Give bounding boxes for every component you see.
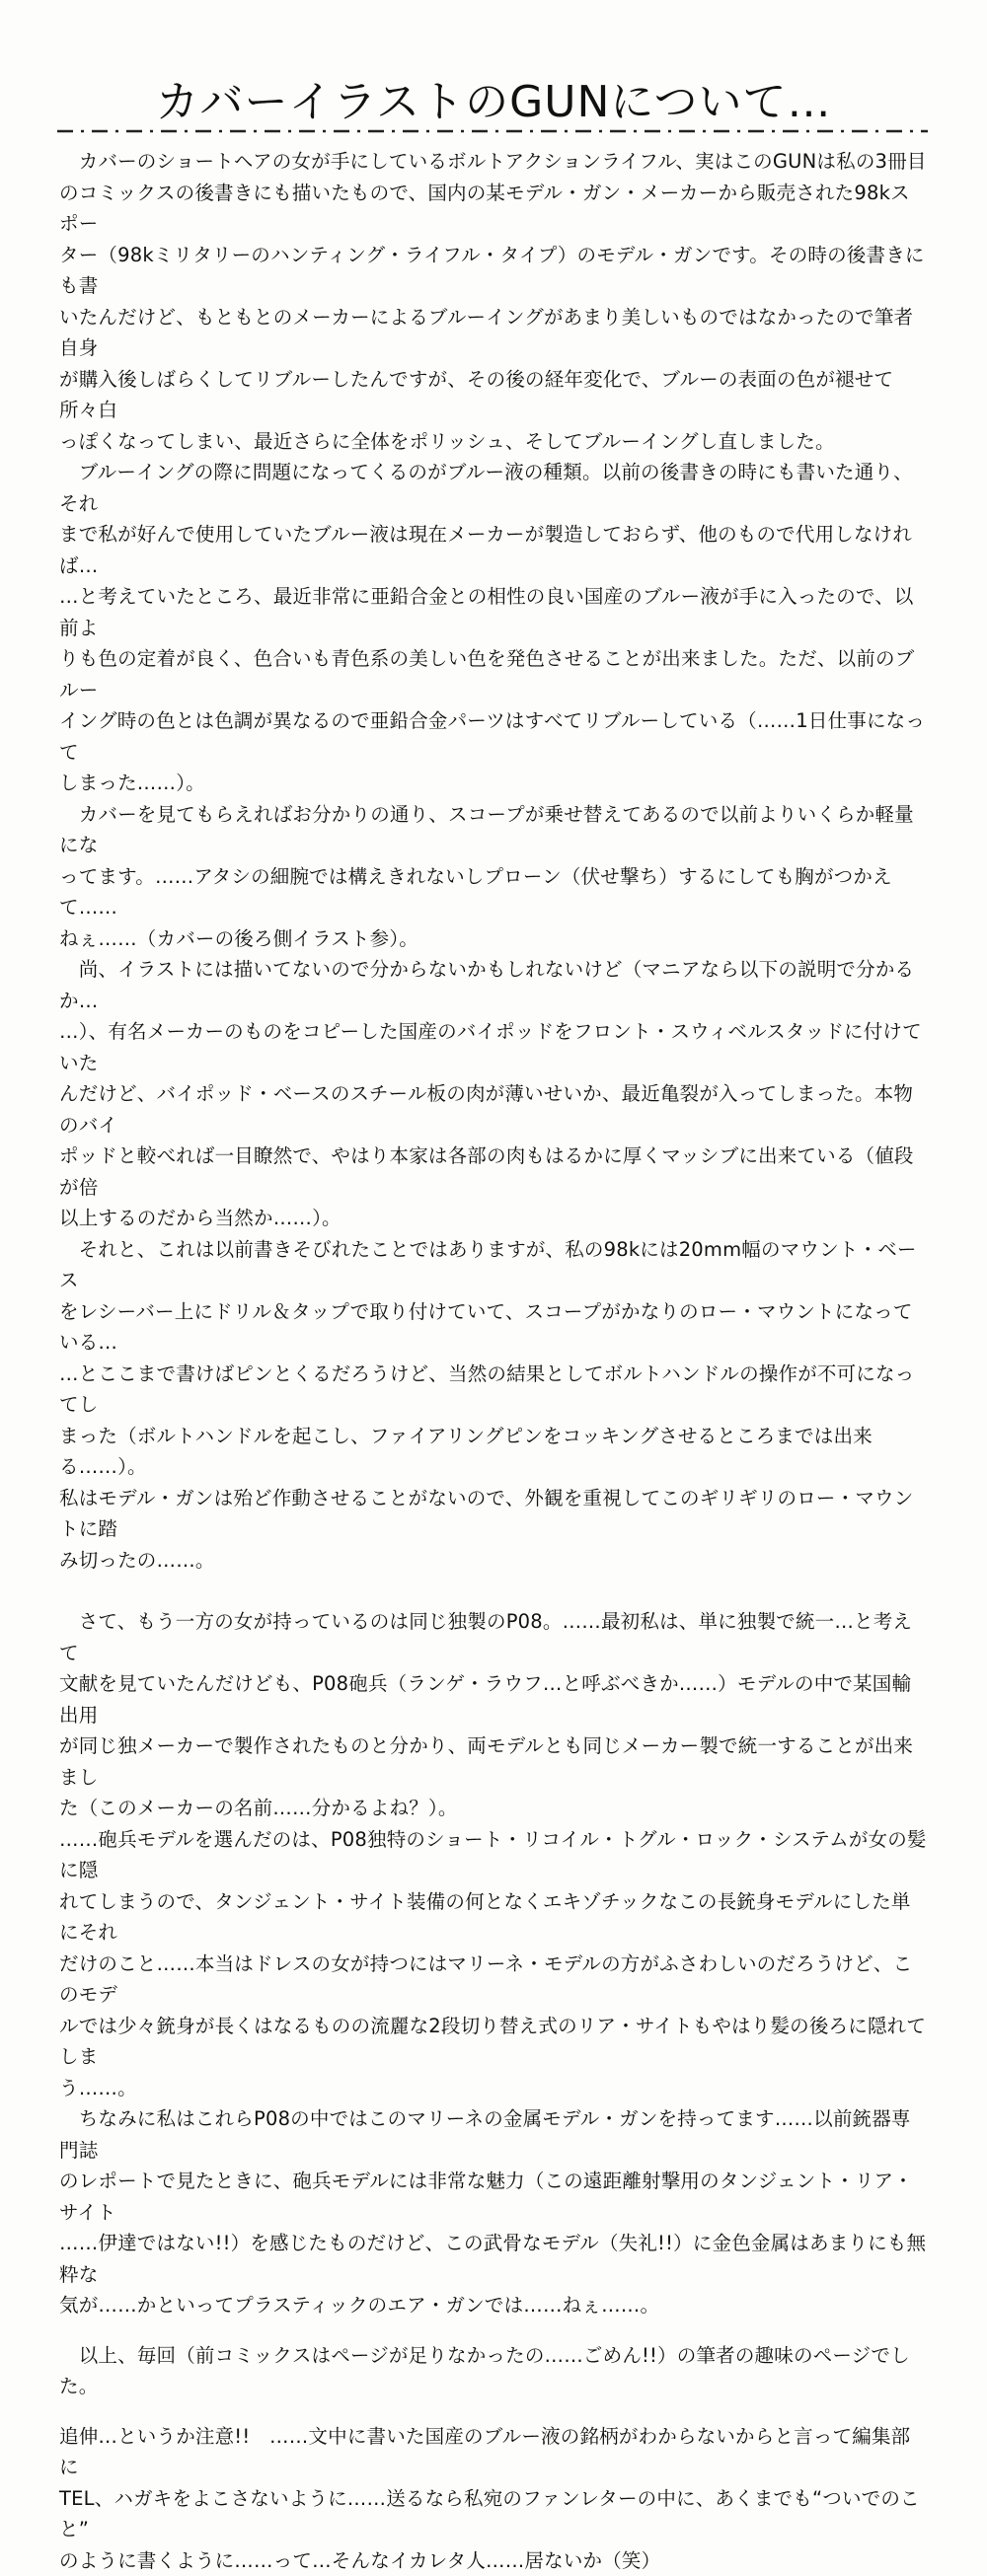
paragraph-postscript: 追伸…というか注意!! ……文中に書いた国産のブルー液の銘柄がわからないからと言って編集部に TEL、ハガキをよこさないように……送るなら私宛のファンレターの中に、あくまでも“ついでのこと” のように書くように……って…そんなイカレタ人……居ないか（笑） <box>59 2421 928 2576</box>
paragraph-scope: カバーを見てもらえればお分かりの通り、スコープが乗せ替えてあるので以前よりいくらか軽量にな ってます。……アタシの細腕では構えきれないしプローン（伏せ撃ち）するにしても胸がつかえて…… ねぇ……（カバーの後ろ側イラスト参）。 <box>59 799 928 955</box>
paragraph-p08: さて、もう一方の女が持っているのは同じ独製のP08。……最初私は、単に独製で統一…と考えて 文献を見ていたんだけども、P08砲兵（ランゲ・ラウフ…と呼ぶべきか……）モデルの中で某国輸出用 が同じ独メーカーで製作されたものと分かり、両モデルとも同じメーカー製で統一することが出来まし た（このメーカーの名前……分かるよね？）。 ……砲兵モデルを選んだのは、P08独特のショート・リコイル・トグル・ロック・システムが女の髪に隠 れてしまうので、タンジェント・サイト装備の何となくエキゾチックなこの長銃身モデルにした単にそれ だけのこと……本当はドレスの女が持つにはマリーネ・モデルの方がふさわしいのだろうけど、このモデ ルでは少々銃身が長くはなるものの流麗な2段切り替え式のリア・サイトもやはり髪の後ろに隠れてしま う……。 <box>59 1606 928 2103</box>
page-title: カバーイラストのGUNについて… <box>0 75 987 130</box>
paragraph-marine: ちなみに私はこれらP08の中ではこのマリーネの金属モデル・ガンを持ってます……以前銃器専門誌 のレポートで見たときに、砲兵モデルには非常な魅力（この遠距離射撃用のタンジェント・リア・サイト ……伊達ではない!!）を感じたものだけど、この武骨なモデル（失礼!!）に金色金属はあまりにも無粋な 気が……かといってプラスティックのエア・ガンでは……ねぇ……。 <box>59 2103 928 2321</box>
paragraph-closing: 以上、毎回（前コミックスはページが足りなかったの……ごめん!!）の筆者の趣味のページでした。 <box>59 2340 928 2402</box>
paragraph-bipod: 尚、イラストには描いてないので分からないかもしれないけど（マニアなら以下の説明で分かるか… …）、有名メーカーのものをコピーした国産のバイポッドをフロント・スウィベルスタッドに付けていた んだけど、バイポッド・ベースのスチール板の肉が薄いせいか、最近亀裂が入ってしまった。本物のバイ ポッドと較べれば一目瞭然で、やはり本家は各部の肉もはるかに厚くマッシブに出来ている（値段が倍 以上するのだから当然か……）。 <box>59 954 928 1234</box>
title-dash-dot-rule <box>57 128 928 134</box>
paragraph-bluing: ブルーイングの際に問題になってくるのがブルー液の種類。以前の後書きの時にも書いた通り、それ まで私が好んで使用していたブルー液は現在メーカーが製造しておらず、他のもので代用しなければ… …と考えていたところ、最近非常に亜鉛合金との相性の良い国産のブルー液が手に入ったので、以前よ りも色の定着が良く、色合いも青色系の美しい色を発色させることが出来ました。ただ、以前のブルー イング時の色とは色調が異なるので亜鉛合金パーツはすべてリブルーしている（……1日仕事になって しまった……）。 <box>59 457 928 799</box>
paragraph-cover-rifle: カバーのショートヘアの女が手にしているボルトアクションライフル、実はこのGUNは私の3冊目 のコミックスの後書きにも描いたもので、国内の某モデル・ガン・メーカーから販売された98kスポー ター（98kミリタリーのハンティング・ライフル・タイプ）のモデル・ガンです。その時の後書きにも書 いたんだけど、もともとのメーカーによるブルーイングがあまり美しいものではなかったので筆者自身 が購入後しばらくしてリブルーしたんですが、その後の経年変化で、ブルーの表面の色が褪せて所々白 っぽくなってしまい、最近さらに全体をポリッシュ、そしてブルーイングし直しました。 <box>59 146 928 457</box>
article-body <box>59 146 928 2576</box>
paragraph-mount: それと、これは以前書きそびれたことではありますが、私の98kには20mm幅のマウント・ベース をレシーバー上にドリル＆タップで取り付けていて、スコープがかなりのロー・マウントになっている… …とここまで書けばピンとくるだろうけど、当然の結果としてボルトハンドルの操作が不可になってし まった（ボルトハンドルを起こし、ファイアリングピンをコッキングさせるところまでは出来る……）。 私はモデル・ガンは殆ど作動させることがないので、外観を重視してこのギリギリのロー・マウントに踏 み切ったの……。 <box>59 1234 928 1577</box>
